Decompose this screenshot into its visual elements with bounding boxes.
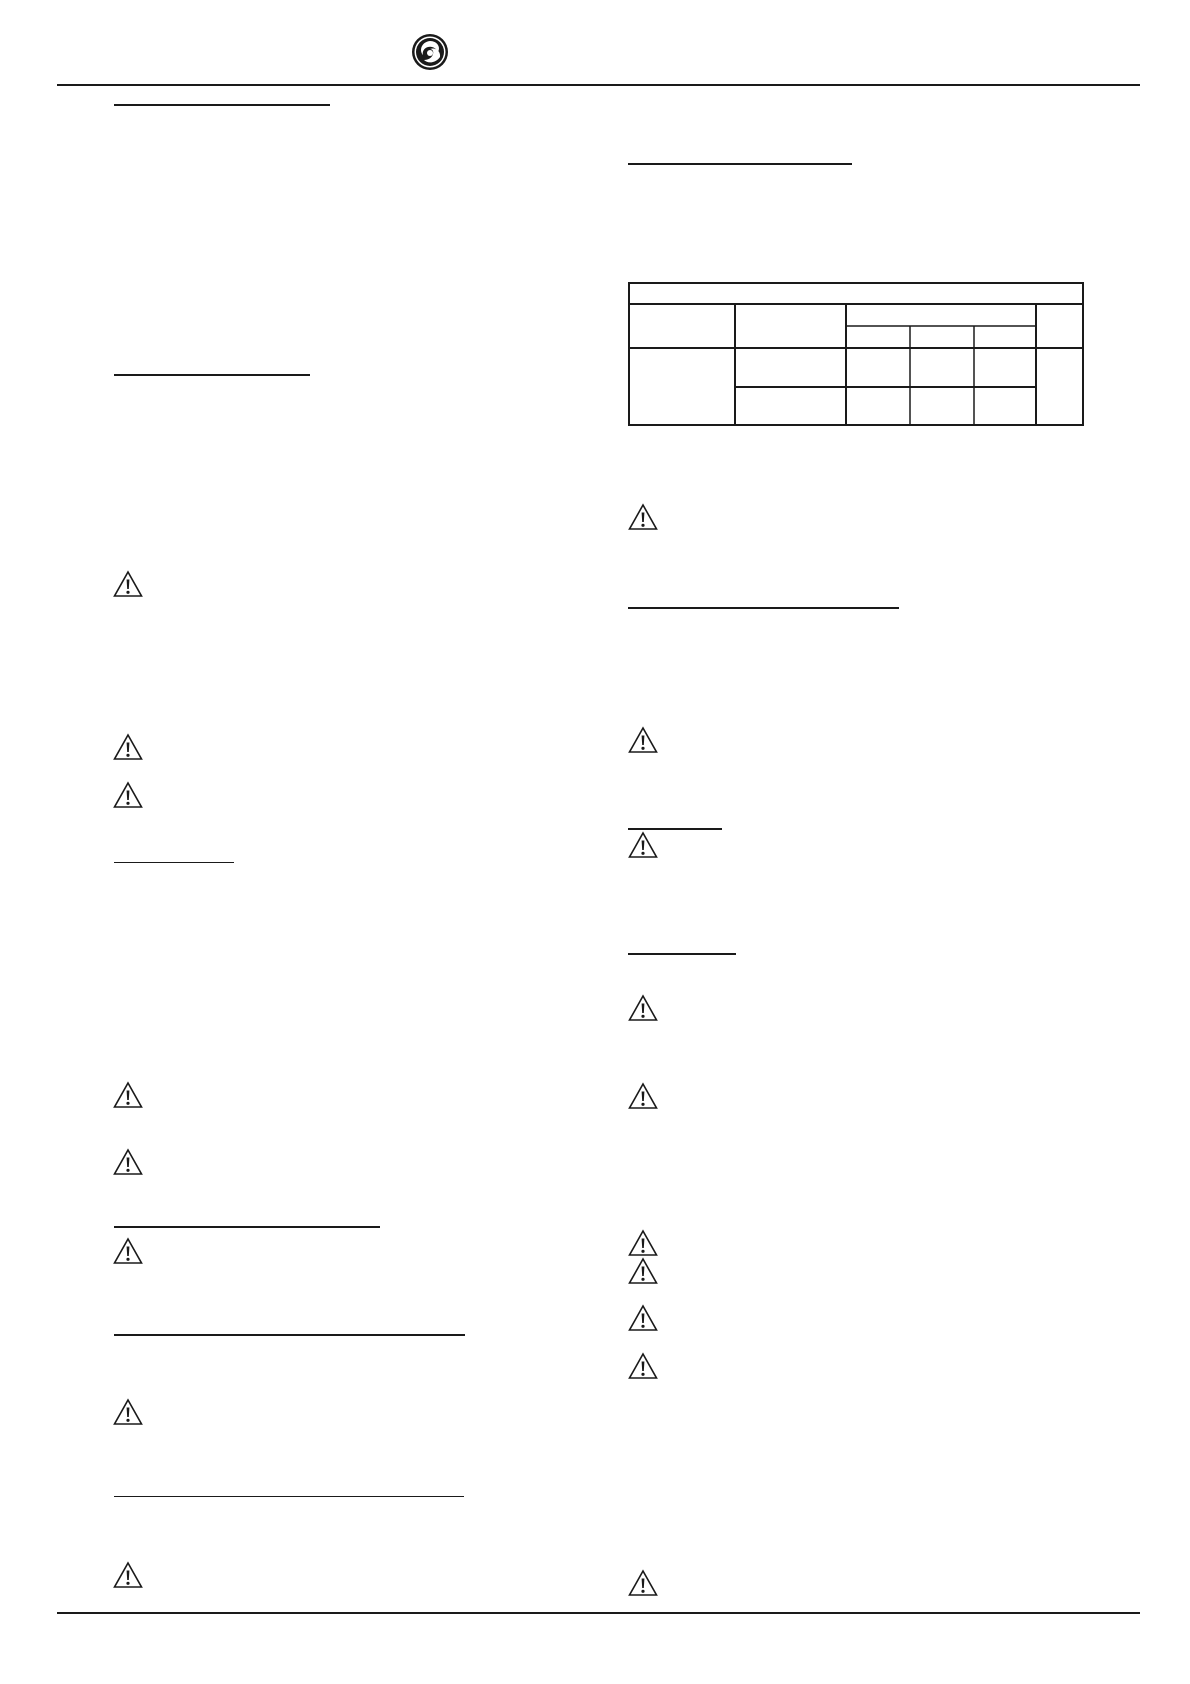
warning-triangle-icon <box>113 733 143 761</box>
spiral-logo-icon <box>411 33 449 71</box>
left-heading-underline-2 <box>114 374 310 376</box>
left-heading-underline-4 <box>114 1226 380 1228</box>
left-heading-underline-5 <box>114 1334 465 1336</box>
brand-logo <box>411 33 449 71</box>
warning-triangle-icon <box>113 570 143 598</box>
right-heading-underline-2 <box>628 607 899 609</box>
right-heading-underline-1 <box>628 163 852 165</box>
warning-triangle-icon <box>628 1229 658 1257</box>
warning-triangle-icon <box>628 1082 658 1110</box>
warning-triangle-icon <box>628 726 658 754</box>
warning-triangle-icon <box>113 1081 143 1109</box>
right-heading-underline-4 <box>628 953 736 955</box>
warning-triangle-icon <box>113 1148 143 1176</box>
warning-triangle-icon <box>628 1569 658 1597</box>
header-rule <box>57 84 1140 86</box>
warning-triangle-icon <box>113 781 143 809</box>
footer-rule <box>57 1612 1140 1614</box>
warning-triangle-icon <box>628 1352 658 1380</box>
spec-table-grid <box>628 282 1084 426</box>
left-heading-underline-1 <box>114 104 330 106</box>
warning-triangle-icon <box>628 831 658 859</box>
right-heading-underline-3 <box>628 828 722 830</box>
warning-triangle-icon <box>628 1257 658 1285</box>
left-heading-underline-6 <box>114 1496 464 1497</box>
warning-triangle-icon <box>113 1561 143 1589</box>
warning-triangle-icon <box>113 1398 143 1426</box>
left-heading-underline-3 <box>114 862 234 863</box>
spec-table <box>628 282 1084 426</box>
warning-triangle-icon <box>113 1237 143 1265</box>
warning-triangle-icon <box>628 994 658 1022</box>
warning-triangle-icon <box>628 503 658 531</box>
warning-triangle-icon <box>628 1304 658 1332</box>
